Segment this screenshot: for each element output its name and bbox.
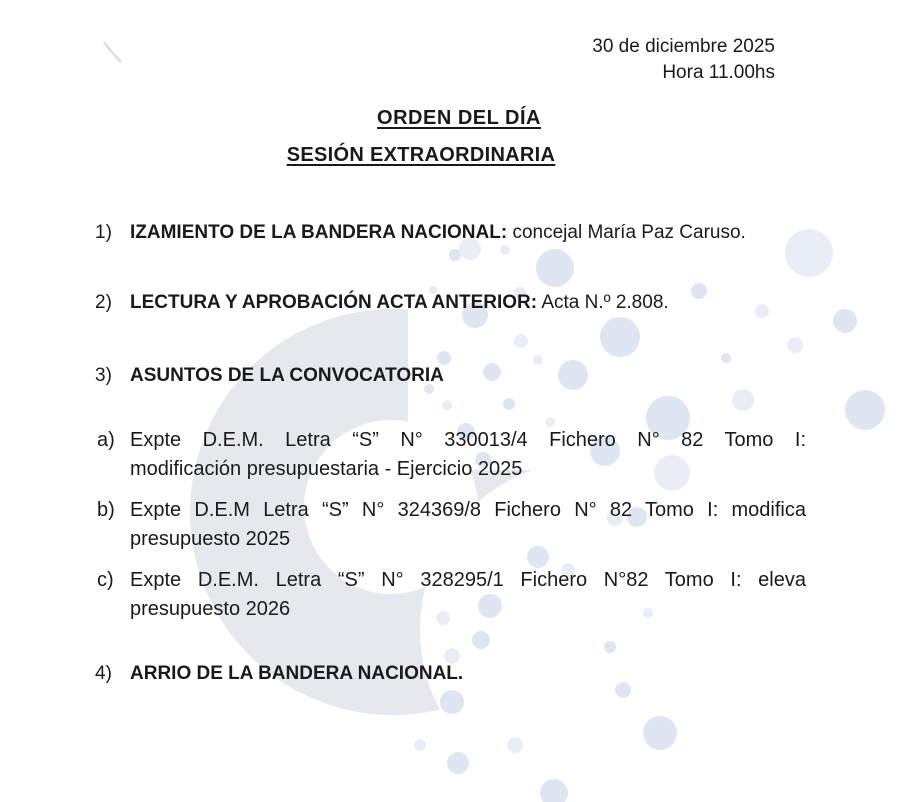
item-text <box>130 364 815 388</box>
item-text <box>130 291 815 315</box>
item-marker: 3) <box>95 365 112 386</box>
item-text-bold: LECTURA Y APROBACIÓN ACTA ANTERIOR: <box>130 292 538 313</box>
expediente-line-1: Expte D.E.M. Letra “S” N° 328295/1 Fichero N°82 Tomo I: eleva <box>130 569 806 591</box>
item-text-rest: Acta N.º 2.808. <box>537 292 669 313</box>
item-marker: a) <box>97 429 115 451</box>
page-title: ORDEN DEL DÍA <box>377 107 541 129</box>
expediente-item-c <box>97 566 806 624</box>
item-text-bold: ASUNTOS DE LA CONVOCATORIA <box>130 365 444 386</box>
agenda-item-2 <box>95 291 815 315</box>
item-text-rest: concejal María Paz Caruso. <box>507 222 746 243</box>
expediente-item-b <box>97 496 806 554</box>
item-text <box>130 662 815 686</box>
item-marker: 1) <box>95 222 112 243</box>
date-block <box>592 34 775 86</box>
item-text <box>130 426 806 484</box>
item-marker: 4) <box>95 663 112 684</box>
item-marker: c) <box>97 569 114 591</box>
item-text-bold: ARRIO DE LA BANDERA NACIONAL. <box>130 663 464 684</box>
time-line: Hora 11.00hs <box>662 62 775 83</box>
page-subtitle: SESIÓN EXTRAORDINARIA <box>286 144 556 166</box>
agenda-item-1 <box>95 221 815 245</box>
expediente-line-2: presupuesto 2025 <box>130 528 291 550</box>
item-text <box>130 496 806 554</box>
expediente-line-1: Expte D.E.M. Letra “S” N° 330013/4 Fichero N° 82 Tomo I: <box>130 429 806 451</box>
item-marker: b) <box>97 499 115 521</box>
pen-scan-mark <box>104 42 121 62</box>
expediente-line-2: presupuesto 2026 <box>130 598 291 620</box>
agenda-item-4 <box>95 662 815 686</box>
item-marker: 2) <box>95 292 112 313</box>
expediente-line-2: modificación presupuestaria - Ejercicio 2025 <box>130 458 523 480</box>
item-text <box>130 221 815 245</box>
date-line: 30 de diciembre 2025 <box>592 36 775 57</box>
expediente-line-1: Expte D.E.M Letra “S” N° 324369/8 Fichero N° 82 Tomo I: modifica <box>130 499 806 521</box>
expediente-item-a <box>97 426 806 484</box>
agenda-item-3 <box>95 364 815 388</box>
item-text-bold: IZAMIENTO DE LA BANDERA NACIONAL: <box>130 222 508 243</box>
item-text <box>130 566 806 624</box>
